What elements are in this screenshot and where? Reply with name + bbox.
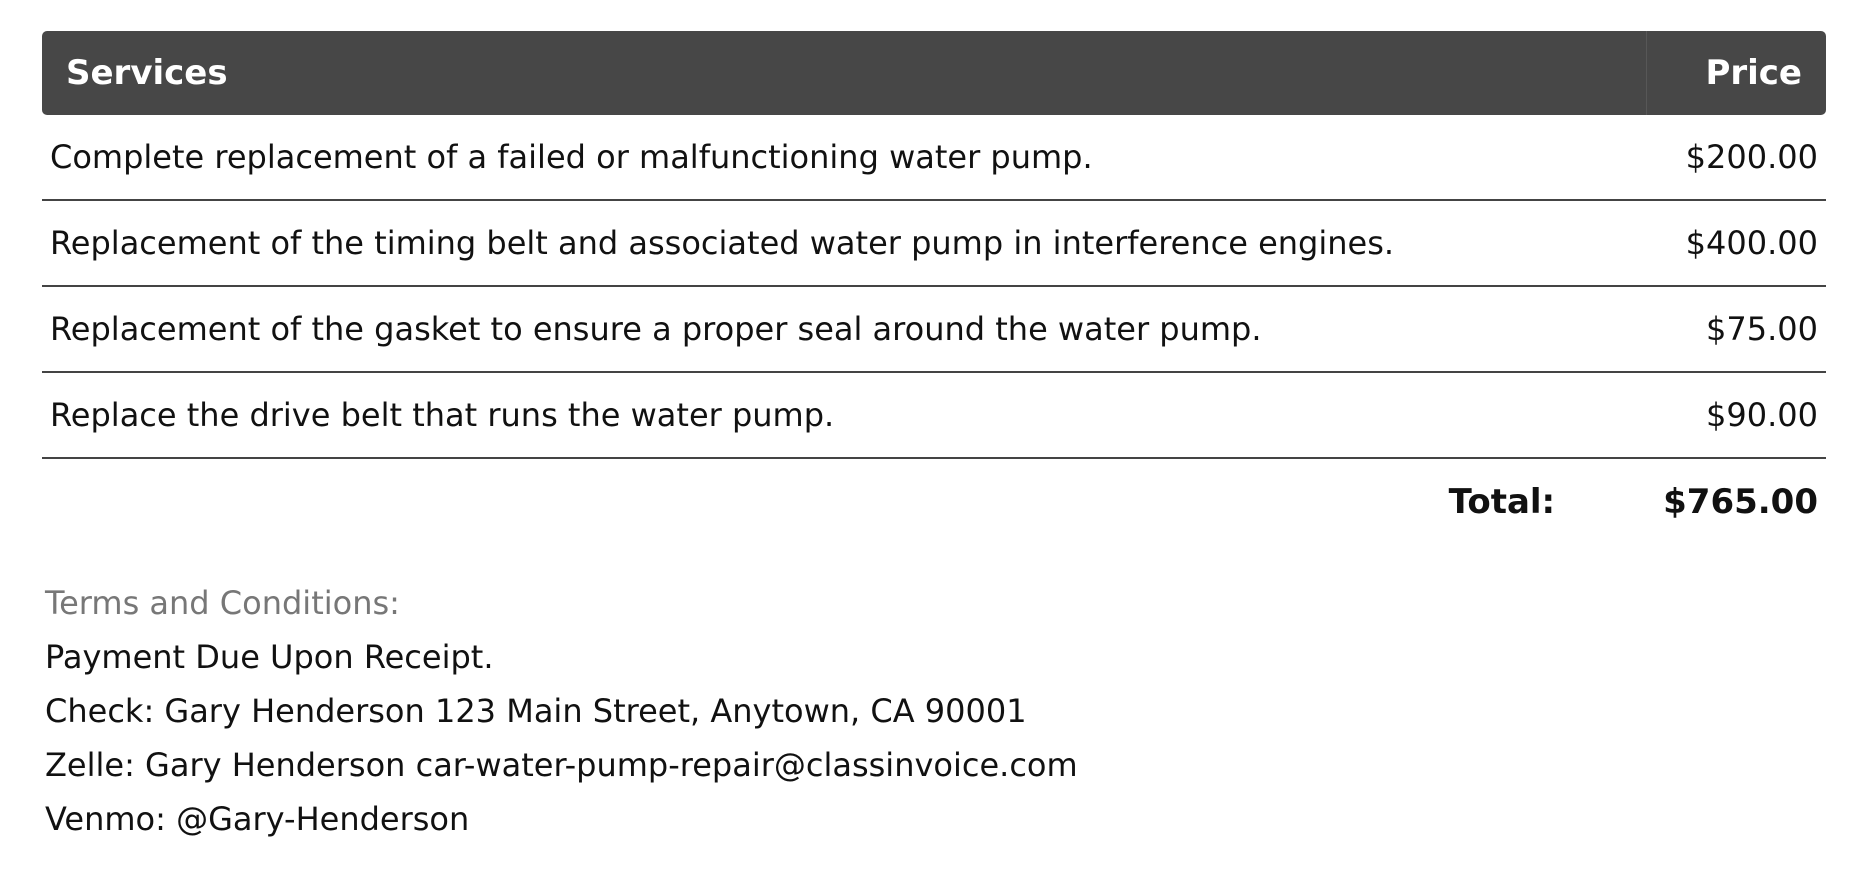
venmo-payment-line: Venmo: @Gary-Henderson bbox=[45, 800, 470, 838]
total-label: Total: bbox=[1448, 482, 1556, 522]
payment-terms-line: Payment Due Upon Receipt. bbox=[45, 638, 494, 676]
total-row bbox=[42, 459, 1826, 545]
service-price: $200.00 bbox=[1685, 138, 1818, 176]
terms-section bbox=[45, 576, 1078, 846]
table-header bbox=[42, 31, 1826, 115]
terms-title: Terms and Conditions: bbox=[45, 584, 400, 622]
services-table bbox=[42, 31, 1826, 545]
service-description: Replacement of the gasket to ensure a proper seal around the water pump. bbox=[50, 310, 1262, 348]
service-price: $90.00 bbox=[1706, 396, 1818, 434]
service-description: Complete replacement of a failed or malfunctioning water pump. bbox=[50, 138, 1093, 176]
service-description: Replacement of the timing belt and associated water pump in interference engines. bbox=[50, 224, 1395, 262]
price-column-header: Price bbox=[1646, 31, 1826, 115]
table-row bbox=[42, 373, 1826, 459]
service-price: $400.00 bbox=[1685, 224, 1818, 262]
service-price: $75.00 bbox=[1706, 310, 1818, 348]
services-column-header: Services bbox=[66, 53, 228, 93]
table-row bbox=[42, 201, 1826, 287]
check-payment-line: Check: Gary Henderson 123 Main Street, Anytown, CA 90001 bbox=[45, 692, 1027, 730]
table-row bbox=[42, 287, 1826, 373]
table-row bbox=[42, 115, 1826, 201]
zelle-payment-line: Zelle: Gary Henderson car-water-pump-repair@classinvoice.com bbox=[45, 746, 1078, 784]
service-description: Replace the drive belt that runs the water pump. bbox=[50, 396, 835, 434]
total-value: $765.00 bbox=[1663, 482, 1818, 522]
